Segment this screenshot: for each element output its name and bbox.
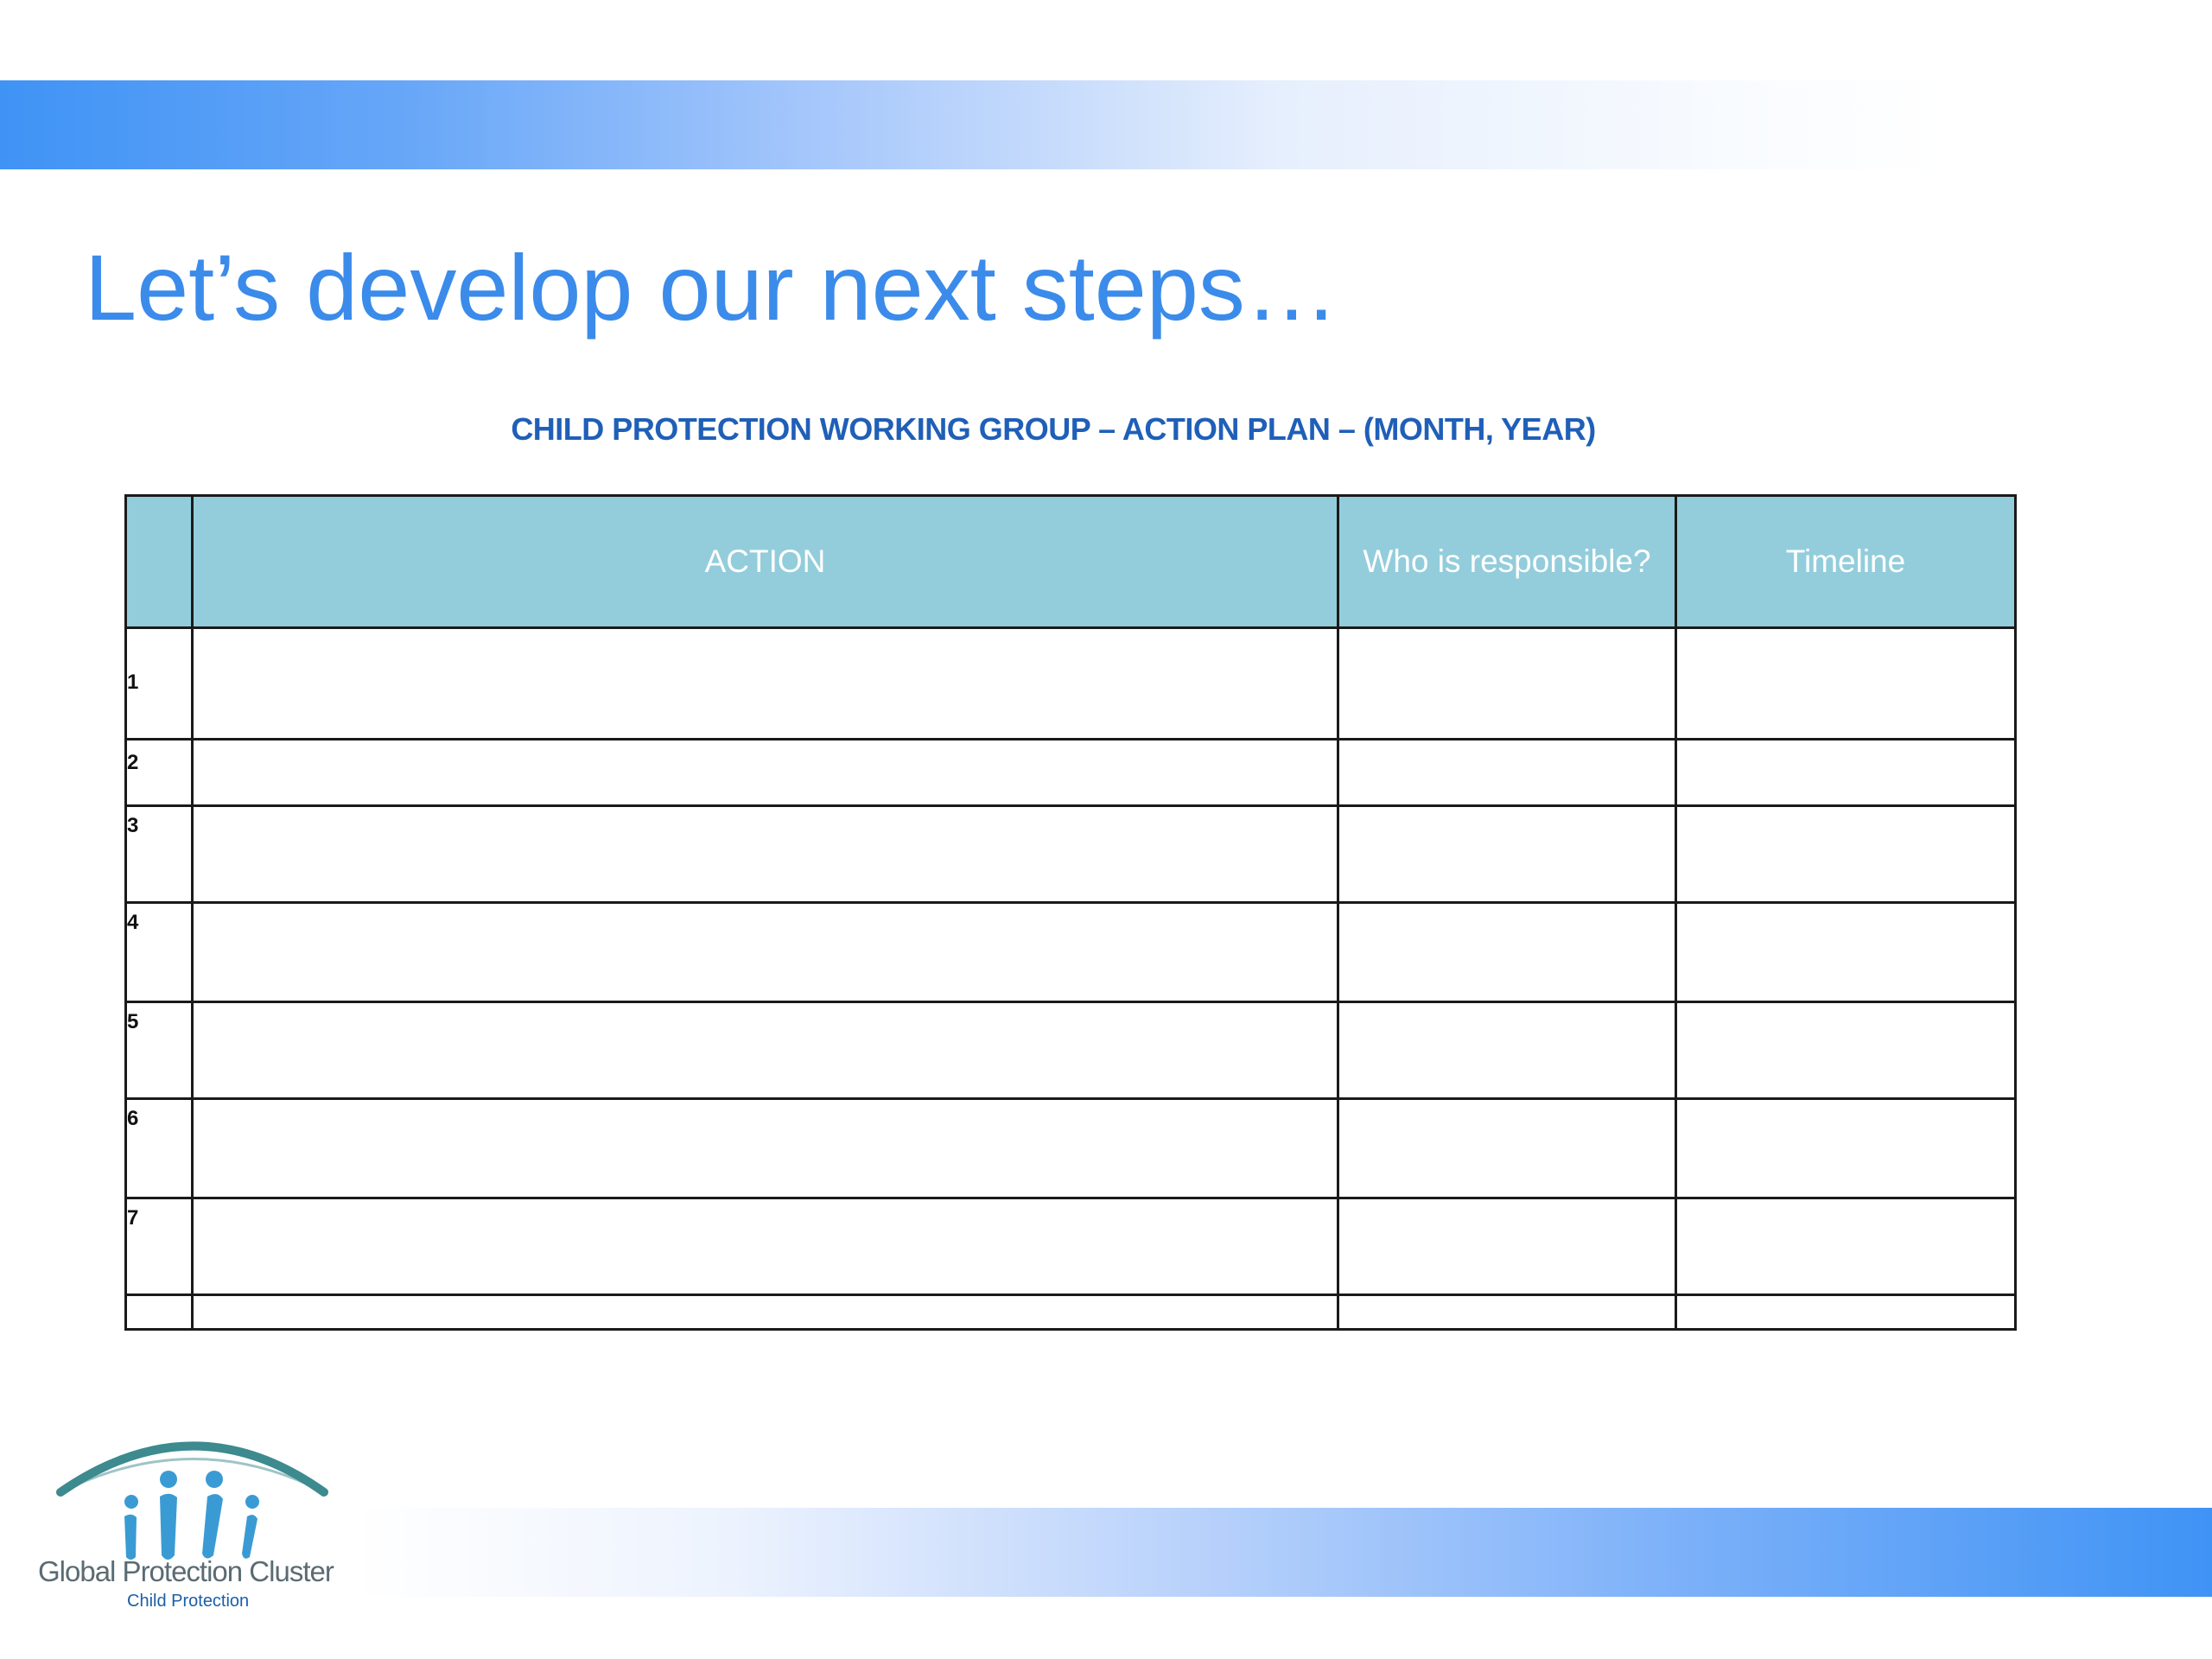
row-number: 6 <box>126 1099 193 1198</box>
table-row <box>126 1295 2016 1330</box>
timeline-column-header: Timeline <box>1676 496 2016 628</box>
table-row <box>126 1099 2016 1198</box>
table-row <box>126 806 2016 903</box>
timeline-cell[interactable] <box>1676 1002 2016 1099</box>
row-number <box>126 1295 193 1330</box>
row-number: 2 <box>126 740 193 806</box>
responsible-cell[interactable] <box>1338 1295 1676 1330</box>
timeline-cell[interactable] <box>1676 806 2016 903</box>
row-number: 7 <box>126 1198 193 1295</box>
responsible-cell[interactable] <box>1338 628 1676 740</box>
bottom-gradient-band <box>354 1508 2212 1597</box>
top-gradient-band <box>0 80 2212 169</box>
people-under-arc-icon <box>26 1417 354 1620</box>
table-row <box>126 903 2016 1002</box>
responsible-column-header: Who is responsible? <box>1338 496 1676 628</box>
action-column-header: ACTION <box>193 496 1338 628</box>
action-cell[interactable] <box>193 1198 1338 1295</box>
table-row <box>126 1198 2016 1295</box>
row-number: 1 <box>126 628 193 740</box>
responsible-cell[interactable] <box>1338 1099 1676 1198</box>
responsible-cell[interactable] <box>1338 1002 1676 1099</box>
action-cell[interactable] <box>193 628 1338 740</box>
action-cell[interactable] <box>193 806 1338 903</box>
logo-subtitle: Child Protection <box>127 1592 250 1611</box>
table-row <box>126 1002 2016 1099</box>
action-cell[interactable] <box>193 1002 1338 1099</box>
row-number: 5 <box>126 1002 193 1099</box>
responsible-cell[interactable] <box>1338 903 1676 1002</box>
responsible-cell[interactable] <box>1338 740 1676 806</box>
timeline-cell[interactable] <box>1676 1198 2016 1295</box>
row-number: 4 <box>126 903 193 1002</box>
timeline-cell[interactable] <box>1676 903 2016 1002</box>
responsible-cell[interactable] <box>1338 806 1676 903</box>
action-plan-heading: CHILD PROTECTION WORKING GROUP – ACTION PLAN – (MONTH, YEAR) <box>511 411 1596 447</box>
table-row <box>126 628 2016 740</box>
logo-name: Global Protection Cluster <box>38 1555 334 1587</box>
responsible-cell[interactable] <box>1338 1198 1676 1295</box>
timeline-cell[interactable] <box>1676 740 2016 806</box>
timeline-cell[interactable] <box>1676 628 2016 740</box>
action-plan-table <box>124 494 2017 1331</box>
page-title: Let’s develop our next steps… <box>85 235 1338 340</box>
action-cell[interactable] <box>193 903 1338 1002</box>
row-number: 3 <box>126 806 193 903</box>
timeline-cell[interactable] <box>1676 1295 2016 1330</box>
timeline-cell[interactable] <box>1676 1099 2016 1198</box>
number-column-header <box>126 496 193 628</box>
action-cell[interactable] <box>193 1295 1338 1330</box>
table-header-row <box>126 496 2016 628</box>
table-row <box>126 740 2016 806</box>
action-cell[interactable] <box>193 1099 1338 1198</box>
action-cell[interactable] <box>193 740 1338 806</box>
